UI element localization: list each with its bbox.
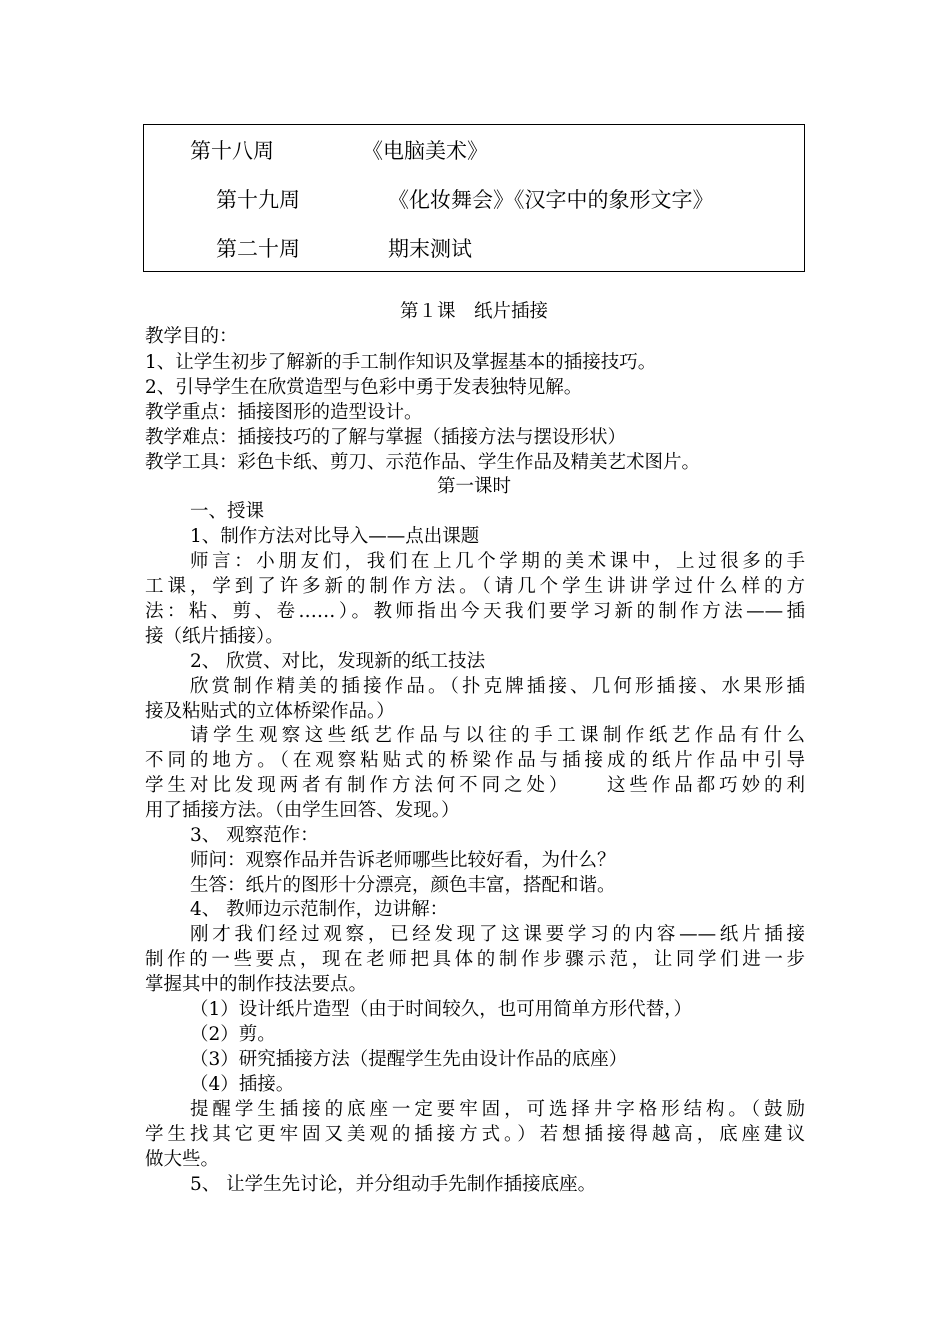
body-line: 师言：小朋友们，我们在上几个学期的美术课中，上过很多的手 <box>190 551 805 572</box>
schedule-week: 第十九周 <box>216 188 300 212</box>
body-line: 请学生观察这些纸艺作品与以往的手工课制作纸艺作品有什么 <box>190 725 805 746</box>
lesson-title: 第１课 纸片插接 <box>399 301 548 322</box>
body-line: 做大些。 <box>145 1149 220 1170</box>
schedule-topic: 《化妆舞会》《汉字中的象形文字》 <box>388 188 714 212</box>
body-line: 接（纸片插接）。 <box>145 626 284 647</box>
body-line: 接及粘贴式的立体桥梁作品。） <box>145 701 395 722</box>
sub-step: （1）设计纸片造型（由于时间较久，也可用简单方形代替，） <box>190 999 693 1020</box>
period-title: 第一课时 <box>436 476 511 497</box>
body-line: 掌握其中的制作技法要点。 <box>145 974 368 995</box>
step-heading: 1、制作方法对比导入——点出课题 <box>190 526 480 547</box>
step-heading: 5、 让学生先讨论，并分组动手先制作插接底座。 <box>190 1174 597 1195</box>
body-line: 刚才我们经过观察，已经发现了这课要学习的内容——纸片插接 <box>190 924 805 945</box>
schedule-week: 第二十周 <box>216 237 300 261</box>
schedule-topic: 期末测试 <box>388 237 472 261</box>
objective-line: 1、让学生初步了解新的手工制作知识及掌握基本的插接技巧。 <box>145 352 657 373</box>
body-line: 师问：观察作品并告诉老师哪些比较好看，为什么？ <box>190 850 616 871</box>
key-point-line: 教学重点：插接图形的造型设计。 <box>145 402 423 423</box>
body-line: 制作的一些要点，现在老师把具体的制作步骤示范，让同学们进一步 <box>145 949 805 970</box>
body-line: 生答：纸片的图形十分漂亮，颜色丰富，搭配和谐。 <box>190 875 616 896</box>
tools-line: 教学工具：彩色卡纸、剪刀、示范作品、学生作品及精美艺术图片。 <box>145 452 701 473</box>
body-line: 用了插接方法。（由学生回答、发现。） <box>145 800 460 821</box>
lesson-heading: 教学目的： <box>145 326 238 347</box>
body-line: 提醒学生插接的底座一定要牢固，可选择井字格形结构。（鼓励 <box>190 1099 805 1120</box>
sub-step: （3）研究插接方法（提醒学生先由设计作品的底座） <box>190 1049 628 1070</box>
schedule-week: 第十八周 <box>190 139 274 163</box>
body-line: 不同的地方。（在观察粘贴式的桥梁作品与插接成的纸片作品中引导 <box>145 750 805 771</box>
sub-step: （4）插接。 <box>190 1074 295 1095</box>
body-line: 欣赏制作精美的插接作品。（扑克牌插接、几何形插接、水果形插 <box>190 676 805 697</box>
step-heading: 3、 观察范作： <box>190 825 319 846</box>
body-line: 法：粘、剪、卷……）。教师指出今天我们要学习新的制作方法——插 <box>145 601 805 622</box>
step-heading: 4、 教师边示范制作，边讲解： <box>190 899 449 920</box>
sub-step: （2）剪。 <box>190 1024 276 1045</box>
difficulty-line: 教学难点：插接技巧的了解与掌握（插接方法与摆设形状） <box>145 427 627 448</box>
section-heading: 一、授课 <box>190 501 265 522</box>
body-line: 学生找其它更牢固又美观的插接方式。）若想插接得越高，底座建议 <box>145 1124 805 1145</box>
schedule-topic: 《电脑美术》 <box>362 139 488 163</box>
step-heading: 2、 欣赏、对比，发现新的纸工技法 <box>190 651 486 672</box>
objective-line: 2、引导学生在欣赏造型与色彩中勇于发表独特见解。 <box>145 377 583 398</box>
body-line: 学生对比发现两者有制作方法何不同之处） 这些作品都巧妙的利 <box>145 775 805 796</box>
body-line: 工课，学到了许多新的制作方法。（请几个学生讲讲学过什么样的方 <box>145 576 805 597</box>
